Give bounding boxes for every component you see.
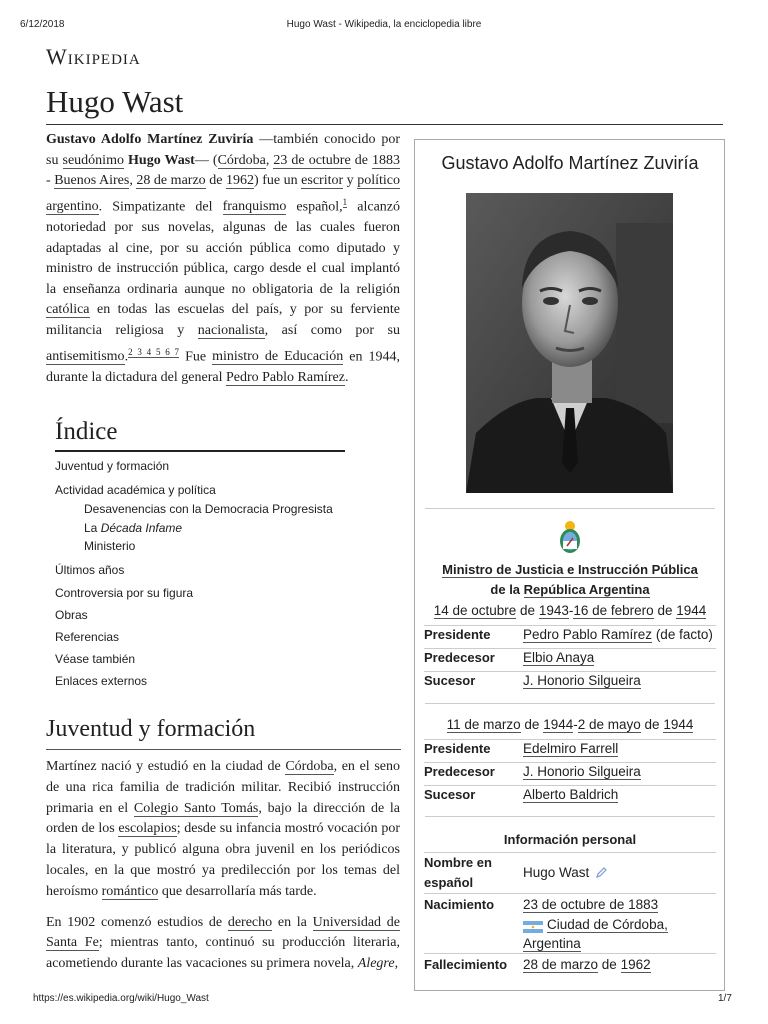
link[interactable]: político argentino [46, 173, 401, 215]
link[interactable]: romántico [101, 883, 159, 899]
edit-pencil-icon[interactable] [596, 864, 607, 884]
section-body [46, 757, 400, 985]
argentina-flag-icon [523, 919, 543, 931]
row-value [523, 762, 641, 782]
link[interactable]: Buenos Aires [54, 173, 130, 189]
link[interactable]: católica [46, 302, 90, 318]
year-link[interactable]: 1944 [543, 717, 574, 732]
link[interactable]: Colegio Santo Tomás [133, 800, 259, 816]
toc-rule [55, 450, 345, 452]
person-link[interactable]: J. Honorio Silgueira [523, 673, 641, 688]
row-label: Fallecimiento [424, 957, 508, 972]
toc-item[interactable]: Enlaces externos [55, 673, 148, 688]
toc-subitem[interactable] [55, 519, 333, 538]
paragraph [46, 757, 400, 903]
lead-paragraph [46, 130, 400, 388]
row-label: Predecesor [424, 764, 495, 779]
toc-item[interactable]: Últimos años [55, 562, 125, 577]
link[interactable]: 28 de marzo [136, 173, 206, 189]
text: (de facto) [652, 627, 713, 642]
text: — ( [194, 152, 218, 168]
link[interactable]: seudónimo [62, 152, 124, 168]
text: de [520, 717, 544, 732]
row-value [523, 863, 607, 883]
text: de [598, 957, 621, 972]
text: ) fue un [253, 173, 302, 189]
link[interactable]: Universidad de Santa Fe [46, 914, 400, 951]
toc-item[interactable]: Véase también [55, 651, 136, 666]
year-link[interactable]: 1943 [538, 603, 569, 618]
text: español, [286, 199, 343, 215]
person-link[interactable]: J. Honorio Silgueira [523, 764, 641, 779]
citation[interactable]: 2 3 4 5 6 7 [128, 346, 180, 357]
toc-subitem[interactable]: Desavenencias con la Democracia Progresista [84, 502, 333, 516]
infobox-title: Gustavo Adolfo Martínez Zuviría [441, 153, 699, 173]
year-link[interactable]: 1944 [676, 603, 707, 618]
year-link[interactable]: 1962 [620, 957, 651, 972]
link[interactable]: Pedro Pablo Ramírez [225, 369, 345, 385]
text: de [350, 152, 373, 168]
link[interactable]: nacionalista [197, 323, 265, 338]
country-link[interactable]: República Argentina [523, 582, 650, 597]
term-1 [425, 603, 715, 618]
birth-place-link[interactable]: Ciudad de Córdoba, [547, 916, 668, 932]
subject-name: Gustavo Adolfo Martínez Zuviría [46, 132, 254, 147]
paragraph [46, 913, 400, 975]
link[interactable]: derecho [227, 914, 273, 930]
person-link[interactable]: Alberto Baldrich [523, 787, 619, 802]
date-link[interactable]: 16 de febrero [573, 603, 654, 618]
person-link[interactable]: Pedro Pablo Ramírez [523, 627, 653, 642]
text: , [394, 956, 399, 972]
portrait-photo[interactable] [466, 193, 673, 493]
section-rule [46, 749, 401, 750]
row-value [523, 648, 594, 668]
text: , en el seno de una rica familia de tradición militar. Recibió instrucción primaria en el [46, 759, 400, 816]
text: en la [272, 914, 313, 930]
toc-item[interactable]: Actividad académica y política [55, 483, 216, 497]
row-divider [424, 953, 716, 954]
text: , bajo la dirección de la orden de los [46, 800, 401, 837]
link[interactable]: 1883 [372, 152, 401, 168]
title-rule [46, 124, 723, 125]
date-link[interactable]: 28 de marzo [523, 957, 599, 972]
row-label: Sucesor [424, 787, 476, 802]
row-label: Presidente [424, 741, 491, 756]
link[interactable]: escolapios [118, 821, 177, 837]
portrait-illustration [466, 193, 673, 493]
text: . [124, 349, 129, 365]
text: - [573, 717, 578, 732]
text: Fue [179, 349, 213, 365]
row-label: Predecesor [424, 650, 495, 665]
row-value [523, 739, 618, 759]
link[interactable]: 1962 [225, 173, 254, 189]
link[interactable]: 23 de octubre [273, 152, 351, 168]
text: de [516, 603, 539, 618]
row-label: Presidente [424, 627, 491, 642]
link[interactable]: Córdoba [285, 759, 334, 774]
link[interactable]: ministro de Educación [212, 349, 344, 365]
label-line: español [424, 875, 474, 890]
row-value [523, 671, 641, 691]
text: ; desde su infancia mostró vocación por la literatura, y publicó alguna obra juvenil en los periódicos locales, en la que mostró ya predilección por los temas del heroísmo [46, 821, 400, 899]
country-link[interactable]: Argentina [523, 936, 581, 951]
text: ; mientras tanto, continuó su producción literaria, acometiendo durante las vacaciones su primera novela, [46, 935, 400, 972]
link[interactable]: escritor [301, 173, 344, 189]
toc-subitem-prefix: La [84, 520, 101, 535]
page-title: Hugo Wast [46, 84, 184, 119]
date-link[interactable]: 2 de mayo [577, 717, 641, 732]
toc-subitem[interactable]: Ministerio [84, 539, 136, 553]
text: En 1902 comenzó estudios de [46, 914, 228, 930]
toc-item[interactable]: Juventud y formación [55, 459, 170, 473]
person-link[interactable]: Edelmiro Farrell [523, 741, 619, 756]
text: que desarrollaría más tarde. [158, 883, 317, 899]
text: - [568, 603, 574, 618]
text: , [265, 152, 274, 168]
text: alcanzó notoriedad por sus novelas, algunas de las cuales fueron adaptadas al cine, por su acción pública como diputado y ministro de instrucción pública, cargo desde el cual implantó la enseñanza ordinaria aunque no obligatoria de la religión [46, 199, 400, 297]
name-value: Hugo Wast [523, 865, 590, 880]
infobox-divider [425, 508, 715, 509]
person-link[interactable]: Elbio Anaya [523, 650, 595, 665]
infobox-divider [425, 816, 715, 817]
italic-title: Alegre [357, 956, 395, 972]
print-date: 6/12/2018 [20, 19, 65, 30]
text: , así como por su [264, 323, 401, 338]
row-value [523, 785, 618, 805]
date-link[interactable]: 11 de marzo [446, 717, 521, 732]
row-label: Nacimiento [424, 897, 495, 912]
birth-date-link[interactable]: 23 de octubre de 1883 [523, 897, 659, 912]
text: de [640, 717, 664, 732]
text: de [653, 603, 677, 618]
text: . Simpatizante del [98, 199, 223, 215]
text: - [46, 173, 55, 189]
text: Martínez nació y estudió en la ciudad de [46, 759, 286, 774]
row-value [523, 895, 668, 954]
toc-subitem-italic: Década Infame [100, 520, 183, 535]
link[interactable]: franquismo [222, 199, 287, 215]
text: de [205, 173, 226, 189]
office-link[interactable]: Ministro de Justicia e Instrucción Pública [442, 562, 698, 577]
row-label [424, 853, 492, 893]
print-title: Hugo Wast - Wikipedia, la enciclopedia libre [286, 19, 482, 30]
row-divider [424, 893, 716, 894]
row-label: Sucesor [424, 673, 476, 688]
text: en 1944, durante la dictadura del general [46, 349, 401, 385]
infobox-divider [425, 703, 715, 704]
citation[interactable]: 1 [342, 196, 348, 207]
text: y [343, 173, 358, 189]
year-link[interactable]: 1944 [663, 717, 694, 732]
date-link[interactable]: 14 de octubre [433, 603, 517, 618]
link[interactable]: antisemitismo [46, 349, 125, 365]
personal-info-header: Información personal [503, 832, 637, 847]
term-2 [425, 717, 715, 732]
row-value [523, 625, 713, 645]
office-title [425, 560, 715, 600]
section-heading: Juventud y formación [46, 716, 256, 742]
toc [55, 457, 333, 694]
toc-item[interactable]: Controversia por su figura [55, 585, 194, 600]
pseudonym: Hugo Wast [128, 152, 195, 168]
coat-of-arms-graphic [557, 520, 583, 556]
toc-title: Índice [55, 418, 118, 445]
text: —también conocido por su [46, 132, 400, 168]
toc-item[interactable]: Obras [55, 607, 88, 622]
print-url: https://es.wikipedia.org/wiki/Hugo_Wast [33, 993, 209, 1004]
row-value [523, 955, 651, 975]
text: de la [490, 582, 524, 597]
text: , [129, 173, 137, 189]
toc-item[interactable]: Referencias [55, 629, 120, 644]
text: en todas las escuelas del país, y por su ferviente militancia religiosa y [46, 302, 400, 338]
wikipedia-wordmark[interactable]: Wikipedia [46, 44, 141, 69]
text: . [344, 369, 349, 385]
coat-of-arms-icon [557, 520, 583, 556]
link[interactable]: Córdoba [217, 152, 266, 168]
print-page-number: 1/7 [718, 993, 732, 1004]
label-line: Nombre en [424, 855, 492, 870]
